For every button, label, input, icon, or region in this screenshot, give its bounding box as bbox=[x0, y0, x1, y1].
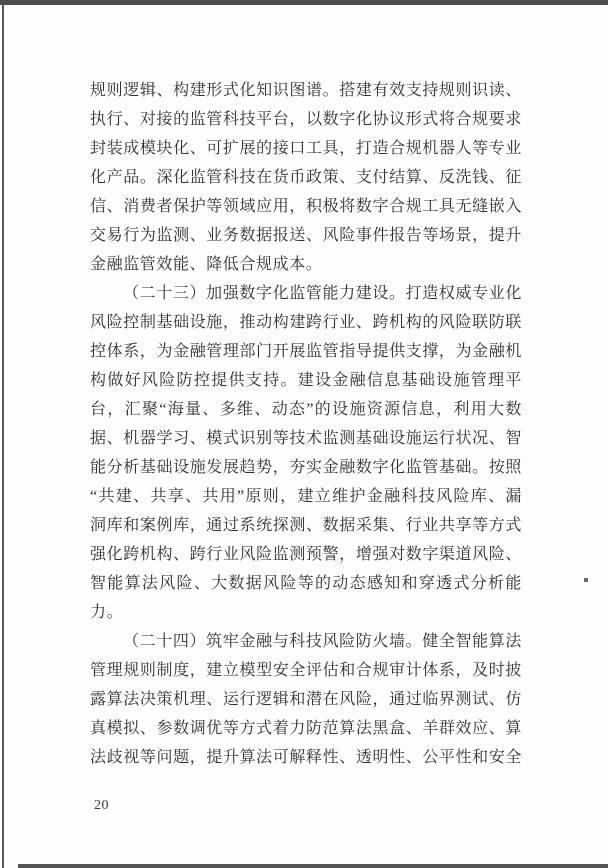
scan-edge-top bbox=[0, 0, 608, 5]
text-line: 能分析基础设施发展趋势，夯实金融数字化监管基础。按照 bbox=[90, 459, 522, 476]
text-line: 化产品。深化监管科技在货币政策、支付结算、反洗钱、征 bbox=[90, 169, 522, 186]
text-line: 金融监管效能、降低合规成本。 bbox=[90, 256, 323, 273]
text-line: 力。 bbox=[90, 604, 124, 621]
text-line: 交易行为监测、业务数据报送、风险事件报告等场景，提升 bbox=[90, 227, 522, 244]
text-line: 法歧视等问题，提升算法可解释性、透明性、公平性和安全 bbox=[90, 749, 522, 766]
text-line: （二十三）加强数字化监管能力建设。打造权威专业化 bbox=[123, 285, 522, 302]
scan-edge-bottom bbox=[18, 864, 608, 868]
text-line: 露算法决策机理、运行逻辑和潜在风险，通过临界测试、仿 bbox=[90, 691, 522, 708]
text-line: “共建、共享、共用”原则，建立维护金融科技风险库、漏 bbox=[90, 488, 522, 505]
scan-edge-left bbox=[2, 5, 4, 868]
text-line: 强化跨机构、跨行业风险监测预警，增强对数字渠道风险、 bbox=[90, 546, 522, 563]
text-block bbox=[90, 76, 522, 772]
text-line: 风险控制基础设施，推动构建跨行业、跨机构的风险联防联 bbox=[90, 314, 522, 331]
page-number: 20 bbox=[94, 798, 109, 813]
text-line: 智能算法风险、大数据风险等的动态感知和穿透式分析能 bbox=[90, 575, 522, 592]
scan-speck-artifact bbox=[584, 578, 588, 582]
text-line: 洞库和案例库，通过系统探测、数据采集、行业共享等方式 bbox=[90, 517, 522, 534]
text-line: 规则逻辑、构建形式化知识图谱。搭建有效支持规则识读、 bbox=[90, 82, 522, 99]
text-line: 构做好风险防控提供支持。建设金融信息基础设施管理平 bbox=[90, 372, 522, 389]
text-line: 控体系，为金融管理部门开展监管指导提供支撑，为金融机 bbox=[90, 343, 522, 360]
text-line: 管理规则制度，建立模型安全评估和合规审计体系，及时披 bbox=[90, 662, 522, 679]
text-line: 据、机器学习、模式识别等技术监测基础设施运行状况、智 bbox=[90, 430, 522, 447]
text-line: （二十四）筑牢金融与科技风险防火墙。健全智能算法 bbox=[123, 633, 522, 650]
text-line: 真模拟、参数调优等方式着力防范算法黑盒、羊群效应、算 bbox=[90, 720, 522, 737]
text-line: 信、消费者保护等领域应用，积极将数字合规工具无缝嵌入 bbox=[90, 198, 522, 215]
text-line: 执行、对接的监管科技平台，以数字化协议形式将合规要求 bbox=[90, 111, 522, 128]
text-line: 台，汇聚“海量、多维、动态”的设施资源信息，利用大数 bbox=[90, 401, 522, 418]
text-line: 封装成模块化、可扩展的接口工具，打造合规机器人等专业 bbox=[90, 140, 522, 157]
